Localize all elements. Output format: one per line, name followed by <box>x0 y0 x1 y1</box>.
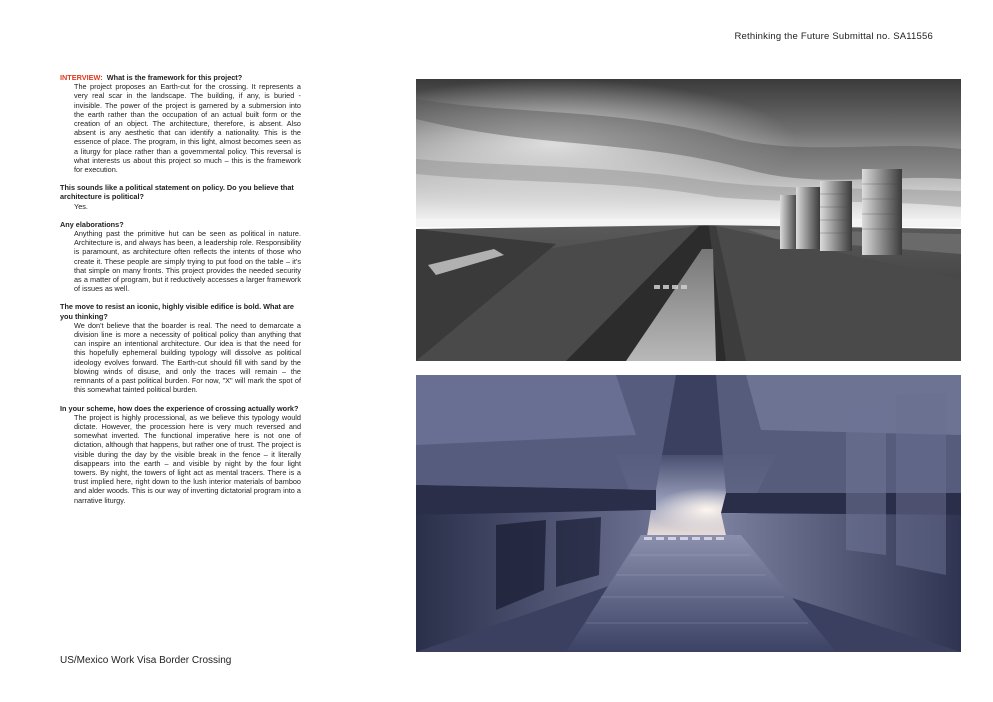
interview-tag: INTERVIEW: <box>60 73 103 82</box>
interview-text <box>60 73 301 514</box>
question-1-text: What is the framework for this project? <box>106 73 243 82</box>
question-5: In your scheme, how does the experience of crossing actually work? <box>60 403 299 413</box>
qa-block-2 <box>60 183 301 211</box>
answer-5: The project is highly processional, as we believe this typology would dictate. However, the procession here is very much reversed and somewhat inverted. The functional imperative here is not one of dictation, although that happens, but rather one of trust. The project is visible during the day by the visible break in the fence – it literally disappears into the earth – and visible by night by the four light towers. By night, the towers of light act as mental tracers. There is a trust implied here, right down to the lush interior materials of bamboo and alder woods. This is our way of inverting dictatorial program into a narrative liturgy. <box>74 412 301 505</box>
question-3: Any elaborations? <box>60 219 124 229</box>
rendering-interior-procession <box>416 375 961 652</box>
question-4: The move to resist an iconic, highly visible edifice is bold. What are you thinking? <box>60 302 294 321</box>
answer-1: The project proposes an Earth-cut for the crossing. It represents a very real scar in the landscape. The building, if any, is buried - invisible. The power of the project is garnered by a submersion into the earth rather than the occupation of an actual built form or the creation of an object. The architecture, therefore, is absent. Also absent is any aesthetic that can identify a nationality. This is the essence of place. The program, in this light, almost becomes seen as a liturgy for place rather than a governmental policy. This reversal is what interests us about this project so much – this is the framework for execution. <box>74 82 301 175</box>
qa-block-3 <box>60 220 301 294</box>
answer-4: We don't believe that the boarder is real. The need to demarcate a division line is more a necessity of political policy than anything that can inspire an intentional architecture. Our idea is that the need for this hopefully ephemeral building typology will dissolve as political ideology evolves forward. The Earth-cut should fill with sand by the blowing winds of disuse, and only the traces will remain – the remnants of a past political burden. For now, "X" will mark the spot of this somewhat tainted political burden. <box>74 320 301 395</box>
answer-2: Yes. <box>74 201 88 211</box>
project-title: US/Mexico Work Visa Border Crossing <box>60 655 232 666</box>
qa-block-4 <box>60 302 301 394</box>
rendering-earth-cut-towers-image <box>416 79 961 361</box>
qa-block-5 <box>60 404 301 505</box>
answer-3: Anything past the primitive hut can be seen as political in nature. Architecture is, and always has been, a leadership role. Responsibility is paramount, as architecture often reflects the intents of those who create it. These people are simply trying to put food on the table – it's that simple on many fronts. This project provides the needed security as a matter of program, but it reductively accesses a larger framework of issues as well. <box>74 229 301 294</box>
question-2: This sounds like a political statement on policy. Do you believe that architecture is political? <box>60 183 294 202</box>
page-header-title: Rethinking the Future Submittal no. SA11556 <box>734 31 933 42</box>
qa-block-1 <box>60 73 301 174</box>
rendering-interior-procession-image <box>416 375 961 652</box>
rendering-earth-cut-towers <box>416 79 961 361</box>
question-1 <box>60 73 301 82</box>
